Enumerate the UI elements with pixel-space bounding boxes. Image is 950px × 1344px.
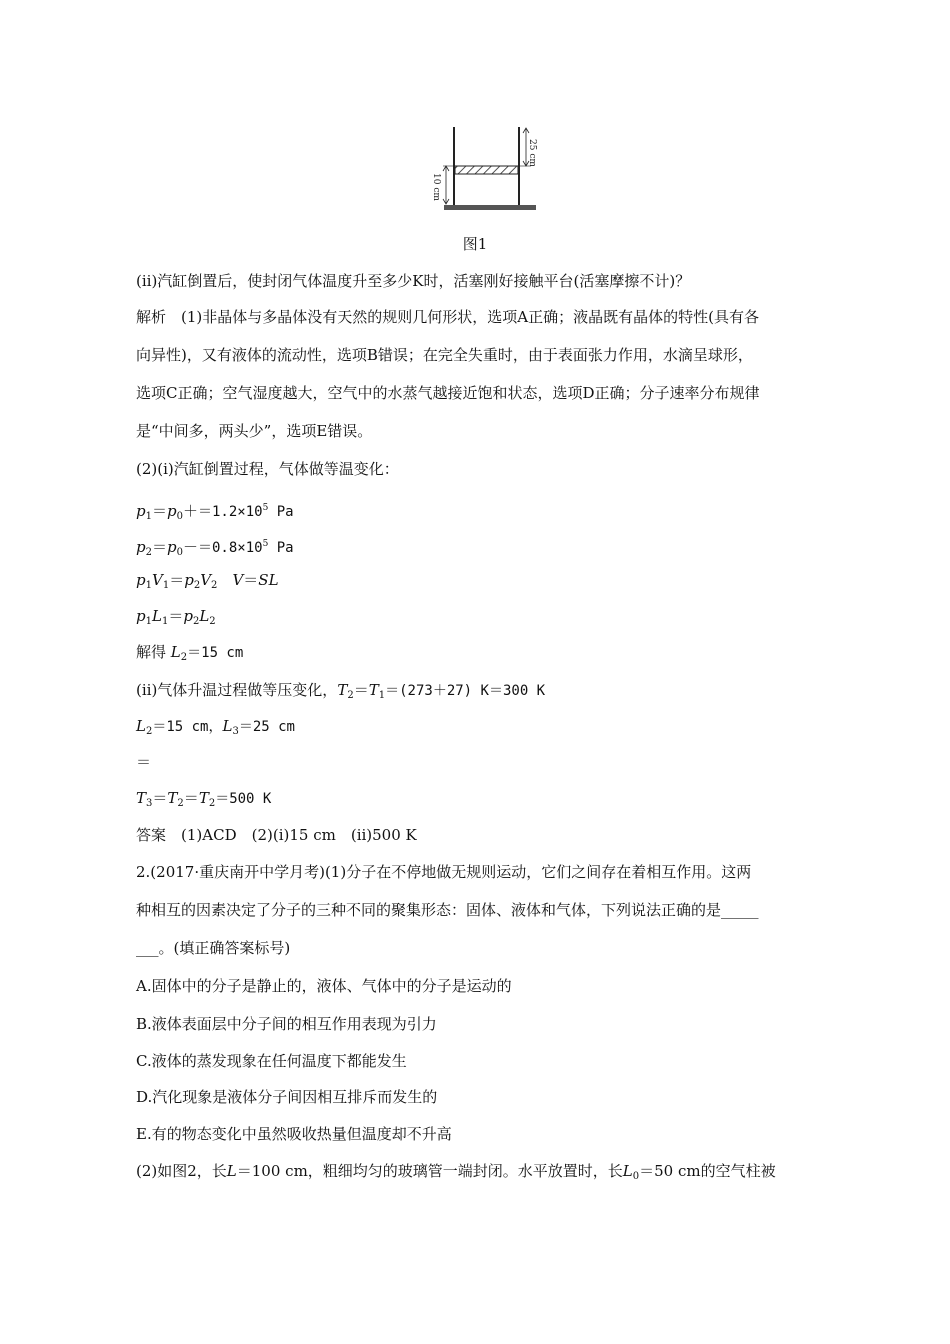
analysis-text: (1)非晶体与多晶体没有天然的规则几何形状，选项A正确；液晶既有晶体的特性(具有各 [181, 308, 759, 326]
l3-value: ＝25 cm [238, 719, 295, 735]
problem2-stem-line-1: 2.(2017·重庆南开中学月考)(1)分子在不停地做无规则运动，它们之间存在着相互作用。这两 [136, 863, 752, 881]
l2-value: ＝15 cm， [152, 719, 223, 735]
option-b: B.液体表面层中分子间的相互作用表现为引力 [136, 1015, 437, 1033]
equation-pl: $p_1L_1=p_2L_2$ [136, 607, 216, 627]
piston [455, 166, 518, 174]
problem2-stem-line-2: 种相互的因素决定了分子的三种不同的聚集形态：固体、液体和气体，下列说法正确的是_____ [136, 901, 759, 919]
problem2-stem-line-3: ___。(填正确答案标号) [136, 939, 291, 957]
equation-l-values: $L_2=15$ cm，$L_3=25$ cm [136, 717, 295, 737]
option-a: A.固体中的分子是静止的，液体、气体中的分子是运动的 [136, 977, 512, 995]
analysis-label: 解析 [136, 308, 167, 326]
eq1-value: ＝1.2×10 [198, 504, 263, 520]
part2-text-b: ＝100 cm，粗细均匀的玻璃管一端封闭。水平放置时，长 [236, 1162, 623, 1180]
figure-1-cylinder [418, 120, 558, 220]
solve-value: ＝15 cm [187, 645, 244, 661]
eq2-unit: Pa [268, 540, 294, 556]
analysis-paragraph-line-2: 向异性)，又有液体的流动性，选项B错误；在完全失重时，由于表面张力作用，水滴呈球形， [136, 346, 753, 364]
step-2ii-text: (ⅱ)气体升温过程做等压变化， [136, 681, 338, 699]
option-c: C.液体的蒸发现象在任何温度下都能发生 [136, 1052, 407, 1070]
answer-line [136, 825, 846, 845]
analysis-step-2ii: (ⅱ)气体升温过程做等压变化，$T_2=T_1=(273+27)$ K＝300 K [136, 681, 546, 701]
cylinder-diagram [418, 120, 558, 220]
step-2ii-value: ＝(273＋27) K＝300 K [385, 683, 546, 699]
eq2-value: ＝0.8×10 [198, 540, 263, 556]
analysis-paragraph-line-1 [136, 307, 846, 327]
equation-p1: $p_1=p_0+=1.2\times 10^5$ Pa [136, 502, 294, 522]
figure-caption: 图1 [462, 235, 488, 253]
question-part-ii: (ⅱ)汽缸倒置后，使封闭气体温度升至多少K时，活塞刚好接触平台(活塞摩擦不计)？ [136, 272, 691, 290]
option-d: D.汽化现象是液体分子间因相互排斥而发生的 [136, 1088, 438, 1106]
part2-text-a: (2)如图2，长 [136, 1162, 227, 1180]
problem2-part2-line: (2)如图2，长L＝100 cm，粗细均匀的玻璃管一端封闭。水平放置时，长$L_0=50$ cm的空气柱被 [136, 1162, 776, 1182]
platform-base [444, 205, 536, 210]
equation-p2: $p_2=p_0-=0.8\times 10^5$ Pa [136, 538, 294, 558]
t3-value: ＝500 K [215, 791, 272, 807]
analysis-paragraph-line-4: 是“中间多，两头少”，选项E错误。 [136, 422, 373, 440]
eq1-unit: Pa [268, 504, 294, 520]
label-10cm: 10 cm [431, 173, 441, 201]
answer-label: 答案 [136, 826, 167, 844]
analysis-paragraph-line-3: 选项C正确；空气湿度越大，空气中的水蒸气越接近饱和状态，选项D正确；分子速率分布规律 [136, 384, 760, 402]
equation-t3: $T_3=T_2=T_2=500$ K [136, 789, 272, 809]
eq1-exponent: 5 [262, 503, 269, 513]
option-e: E.有的物态变化中虽然吸收热量但温度却不升高 [136, 1125, 452, 1143]
equation-solve-l2: 解得 $L_2=15$ cm [136, 643, 244, 663]
label-25cm: 25 cm [527, 139, 537, 167]
analysis-step-2i: (2)(ⅰ)汽缸倒置过程，气体做等温变化： [136, 460, 399, 478]
eq2-exponent: 5 [262, 539, 269, 549]
solve-prefix: 解得 [136, 643, 167, 661]
part2-text-c: ＝50 cm的空气柱被 [639, 1162, 776, 1180]
answer-text: (1)ACD (2)(ⅰ)15 cm (ⅱ)500 K [181, 826, 417, 844]
equation-pv: $p_1V_1=p_2V_2$ V＝SL [136, 571, 279, 591]
equation-ratio: ＝ [136, 753, 152, 771]
